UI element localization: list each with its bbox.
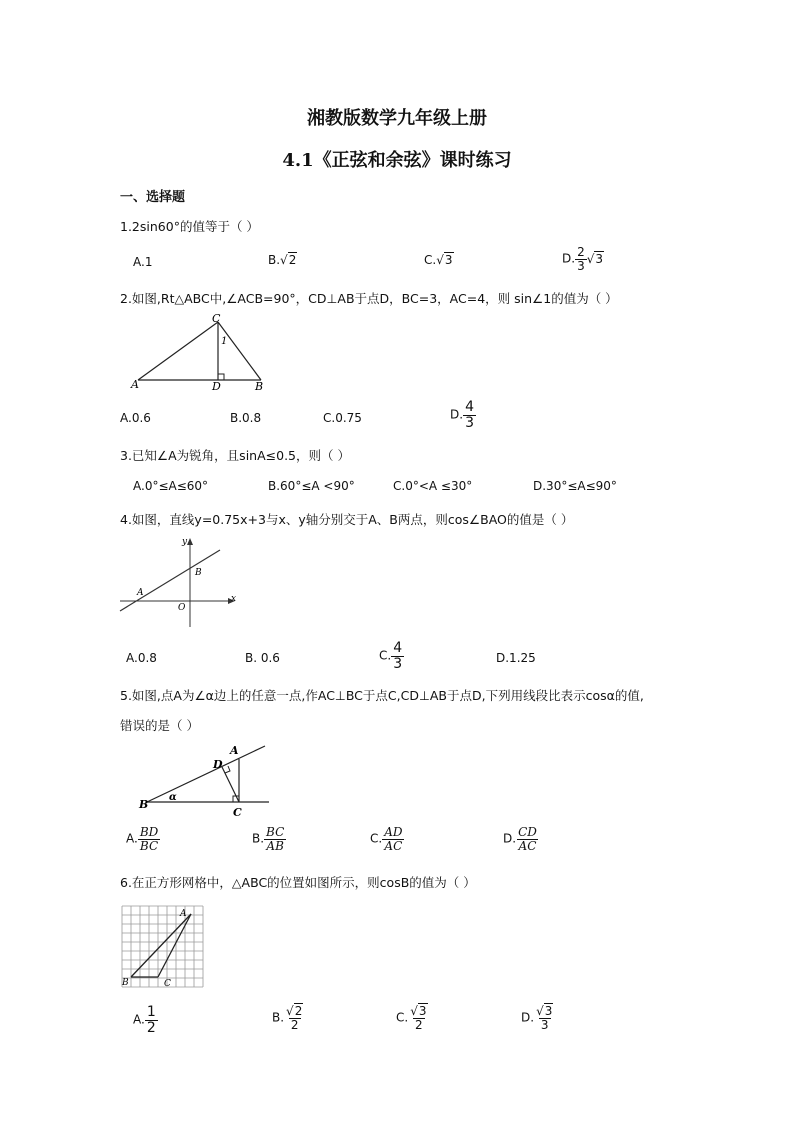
question-1-stem: 1.2sin60°的值等于（ ） <box>120 219 259 234</box>
q6-grid-figure <box>118 902 206 990</box>
question-5-stem-line-1: 5.如图,点A为∠α边上的任意一点,作AC⊥BC于点C,CD⊥AB于点D,下列用线段比表示cosα的值, <box>120 688 644 703</box>
q3-option-b: B.60°≤A <90° <box>268 479 355 493</box>
sqrt-sign: √3 <box>586 251 603 266</box>
sqrt-sign: √3 <box>436 253 453 267</box>
q6-option-a: A. $\frac{1}{2}$ <box>133 1004 156 1036</box>
fraction: $\frac{4}{3}$ <box>393 640 403 672</box>
label-d: D <box>213 758 223 771</box>
label-d: D <box>212 380 221 392</box>
point-a-label: A <box>137 588 144 598</box>
fraction: $\frac{CD}{AC}$ <box>518 825 537 853</box>
q6-option-b: B. $\frac{√2}{2}$ <box>272 1005 305 1031</box>
point-b-label: B <box>195 568 202 578</box>
label-a: A <box>180 909 187 919</box>
axis-y-label: y <box>182 537 188 547</box>
q2-option-a: A.0.6 <box>120 411 151 425</box>
label-c: C <box>233 806 242 818</box>
question-5-stem-line-2: 错误的是（ ） <box>120 718 199 733</box>
label-angle-1: 1 <box>221 336 228 347</box>
sqrt-sign: √2 <box>280 253 297 267</box>
fraction: $\frac{4}{3}$ <box>465 399 474 431</box>
q6-option-d: D. $\frac{√3}{3}$ <box>521 1005 555 1031</box>
q5-option-a: A. $\frac{BD}{BC}$ <box>126 825 159 853</box>
q5-angle-figure <box>135 738 275 818</box>
q2-option-d: D. $\frac{4}{3}$ <box>450 399 474 431</box>
fraction: $\frac{√3}{2}$ <box>410 1004 427 1032</box>
label-a: A <box>131 378 139 391</box>
label-a: A <box>230 744 239 757</box>
q3-option-a: A.0°≤A≤60° <box>133 479 209 493</box>
q1-option-d: D. $\frac{2}{3}$ √3 <box>562 245 603 273</box>
fraction: $\frac{1}{2}$ <box>146 1004 156 1036</box>
label-c: C <box>212 312 221 325</box>
q1-option-b: B.√2 <box>268 253 297 267</box>
question-6-stem: 6.在正方形网格中，△ABC的位置如图所示，则cosB的值为（ ） <box>120 875 476 890</box>
q6-option-c: C. $\frac{√3}{2}$ <box>396 1005 430 1031</box>
label-b: B <box>139 798 149 811</box>
sqrt-sign: √2 <box>286 1004 303 1018</box>
question-2-stem: 2.如图,Rt△ABC中,∠ACB=90°，CD⊥AB于点D，BC=3，AC=4，则 sin∠1的值为（ ） <box>120 291 618 306</box>
q4-option-a: A.0.8 <box>126 651 157 665</box>
label-b: B <box>255 380 264 392</box>
q5-option-c: C. $\frac{AD}{AC}$ <box>370 825 403 853</box>
axis-x-label: x <box>231 594 237 604</box>
q1-option-c: C.√3 <box>424 253 453 267</box>
q2-triangle-figure <box>128 312 268 392</box>
fraction: $\frac{√2}{2}$ <box>286 1004 303 1032</box>
q2-option-c: C.0.75 <box>323 411 362 425</box>
q4-option-d: D.1.25 <box>496 651 536 665</box>
q4-option-c: C. $\frac{4}{3}$ <box>379 640 403 672</box>
fraction: $\frac{BC}{AB}$ <box>266 825 285 853</box>
fraction: $\frac{AD}{AC}$ <box>384 825 403 853</box>
sqrt-sign: √3 <box>410 1004 427 1018</box>
label-alpha: α <box>169 792 177 803</box>
q4-option-b: B. 0.6 <box>245 651 280 665</box>
fraction: $\frac{BD}{BC}$ <box>139 825 159 853</box>
q3-option-c: C.0°<A ≤30° <box>393 479 473 493</box>
question-4-stem: 4.如图，直线y=0.75x+3与x、y轴分别交于A、B两点，则cos∠BAO的值是（ ） <box>120 512 574 527</box>
sqrt-sign: √3 <box>536 1004 553 1018</box>
q3-option-d: D.30°≤A≤90° <box>533 479 617 493</box>
origin-label: O <box>178 603 186 613</box>
page-title: 湘教版数学九年级上册 <box>307 108 487 129</box>
q5-option-b: B. $\frac{BC}{AB}$ <box>252 825 285 853</box>
q1-option-a: A.1 <box>133 255 153 269</box>
section-heading: 一、选择题 <box>120 190 186 205</box>
q4-coordinate-figure <box>118 535 240 630</box>
q5-option-d: D. $\frac{CD}{AC}$ <box>503 825 537 853</box>
question-3-stem: 3.已知∠A为锐角，且sinA≤0.5，则（ ） <box>120 448 350 463</box>
page-subtitle: 4.1《正弦和余弦》课时练习 <box>282 150 512 171</box>
label-c: C <box>164 979 171 989</box>
q2-option-b: B.0.8 <box>230 411 262 425</box>
label-b: B <box>122 978 129 988</box>
fraction: $\frac{√3}{3}$ <box>536 1004 553 1032</box>
fraction: $\frac{2}{3}$ <box>577 245 585 273</box>
